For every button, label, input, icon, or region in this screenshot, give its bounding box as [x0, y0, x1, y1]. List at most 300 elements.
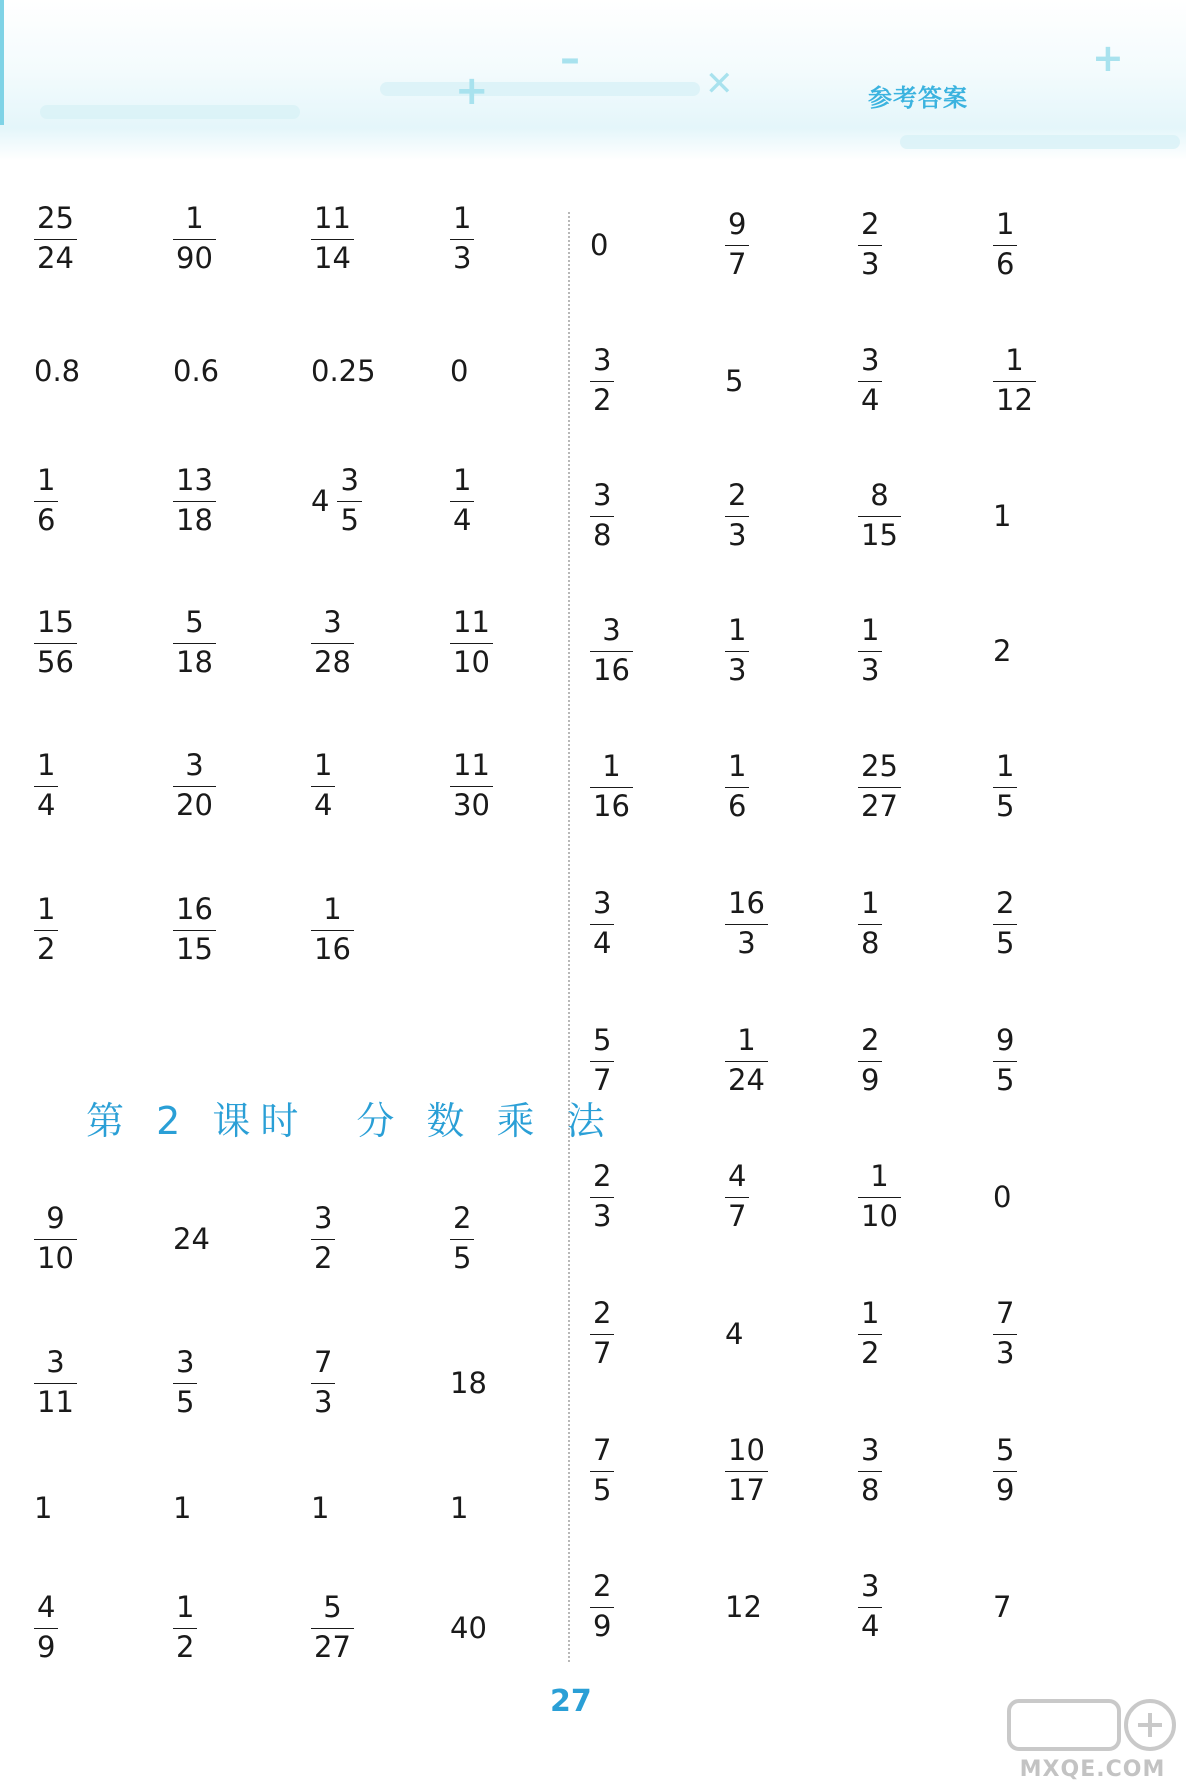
answer-fraction — [311, 451, 431, 551]
section-title: 第 2 课时 分 数 乘 法 — [86, 1099, 615, 1143]
fraction-bar — [858, 787, 901, 788]
fraction — [858, 1435, 882, 1507]
answer-value — [34, 1458, 154, 1558]
answer-value — [993, 601, 1113, 701]
fraction — [725, 209, 749, 281]
fraction — [858, 1025, 882, 1097]
denominator: 28 — [314, 645, 351, 679]
answer-text: 4 — [725, 1316, 744, 1351]
denominator: 16 — [314, 932, 351, 966]
fraction-bar — [858, 516, 901, 517]
denominator: 14 — [314, 241, 351, 275]
numerator: 5 — [996, 1433, 1015, 1468]
numerator: 1 — [728, 749, 747, 784]
numerator: 4 — [37, 1590, 56, 1625]
header-title: 参考答案 — [868, 84, 968, 112]
fraction-bar — [173, 501, 216, 502]
answer-value — [311, 1458, 431, 1558]
denominator: 24 — [37, 241, 74, 275]
fraction — [590, 1435, 614, 1507]
answer-text: 1 — [993, 498, 1012, 533]
answer-text: 7 — [993, 1589, 1012, 1624]
denominator: 2 — [37, 932, 56, 966]
numerator: 2 — [453, 1201, 472, 1236]
answer-text: 2 — [993, 633, 1012, 668]
fraction — [34, 203, 77, 275]
fraction-bar — [725, 924, 768, 925]
fraction-bar — [993, 381, 1036, 382]
answer-text: 0.25 — [311, 353, 376, 388]
answer-fraction — [725, 466, 845, 566]
answer-fraction — [590, 1147, 710, 1247]
fraction-bar — [993, 787, 1017, 788]
fraction-bar — [450, 786, 493, 787]
fraction-bar — [34, 930, 58, 931]
watermark-logo-icon — [1005, 1695, 1180, 1755]
answer-fraction — [34, 1578, 154, 1678]
answer-value — [450, 321, 570, 421]
answer-fraction — [993, 331, 1113, 431]
denominator: 5 — [176, 1385, 195, 1419]
fraction-bar — [34, 1239, 77, 1240]
fraction — [993, 1435, 1017, 1507]
denominator: 24 — [728, 1063, 765, 1097]
denominator: 4 — [453, 503, 472, 537]
denominator: 4 — [37, 788, 56, 822]
fraction — [173, 750, 216, 822]
answer-fraction — [590, 737, 710, 837]
fraction — [993, 1298, 1017, 1370]
fraction-bar — [590, 1334, 614, 1335]
numerator: 1 — [728, 613, 747, 648]
numerator: 1 — [185, 201, 204, 236]
denominator: 4 — [861, 383, 880, 417]
answer-fraction — [725, 1011, 845, 1111]
numerator: 3 — [861, 343, 880, 378]
numerator: 11 — [453, 605, 490, 640]
answer-fraction — [725, 195, 845, 295]
fraction — [590, 1161, 614, 1233]
answer-fraction — [450, 736, 570, 836]
header-streak — [380, 82, 700, 96]
numerator: 1 — [37, 892, 56, 927]
fraction — [858, 345, 882, 417]
answer-fraction — [993, 1284, 1113, 1384]
answer-value — [173, 321, 293, 421]
answer-value — [450, 1333, 570, 1433]
fraction — [590, 1025, 614, 1097]
denominator: 17 — [728, 1473, 765, 1507]
fraction-bar — [725, 651, 749, 652]
numerator: 16 — [176, 892, 213, 927]
fraction-bar — [450, 1239, 474, 1240]
fraction — [173, 1347, 197, 1419]
fraction — [450, 203, 474, 275]
fraction — [725, 480, 749, 552]
answer-text: 40 — [450, 1610, 487, 1645]
fraction — [173, 607, 216, 679]
answer-fraction — [858, 1421, 978, 1521]
denominator: 5 — [340, 503, 359, 537]
numerator: 2 — [861, 1023, 880, 1058]
numerator: 1 — [996, 749, 1015, 784]
numerator: 3 — [861, 1569, 880, 1604]
numerator: 2 — [996, 886, 1015, 921]
answer-text: 1 — [311, 1490, 330, 1525]
numerator: 1 — [37, 748, 56, 783]
numerator: 9 — [46, 1201, 65, 1236]
numerator: 1 — [314, 748, 333, 783]
answer-value — [34, 321, 154, 421]
answer-fraction — [173, 1333, 293, 1433]
header-streak — [900, 135, 1180, 149]
fraction-bar — [34, 239, 77, 240]
fraction — [590, 615, 633, 687]
denominator: 4 — [593, 926, 612, 960]
denominator: 18 — [176, 645, 213, 679]
denominator: 3 — [728, 653, 747, 687]
numerator: 9 — [728, 207, 747, 242]
denominator: 30 — [453, 788, 490, 822]
denominator: 3 — [728, 518, 747, 552]
numerator: 2 — [593, 1296, 612, 1331]
numerator: 1 — [602, 749, 621, 784]
fraction — [725, 888, 768, 960]
answer-fraction — [173, 593, 293, 693]
fraction — [311, 1203, 335, 1275]
answer-fraction — [725, 601, 845, 701]
fraction — [590, 480, 614, 552]
fraction — [34, 1592, 58, 1664]
answer-fraction — [34, 189, 154, 289]
fraction — [311, 1592, 354, 1664]
fraction-bar — [590, 1471, 614, 1472]
page-number: 27 — [550, 1684, 592, 1719]
numerator: 5 — [593, 1023, 612, 1058]
fraction — [725, 1435, 768, 1507]
denominator: 10 — [861, 1199, 898, 1233]
answer-text: 0.8 — [34, 353, 81, 388]
numerator: 10 — [728, 1433, 765, 1468]
denominator: 16 — [593, 789, 630, 823]
answer-fraction — [993, 1011, 1113, 1111]
fraction — [725, 1161, 749, 1233]
answer-fraction — [725, 1147, 845, 1247]
denominator: 9 — [996, 1473, 1015, 1507]
fraction-bar — [858, 1061, 882, 1062]
denominator: 16 — [593, 653, 630, 687]
fraction-bar — [590, 1197, 614, 1198]
numerator: 1 — [453, 201, 472, 236]
numerator: 3 — [46, 1345, 65, 1380]
fraction — [34, 607, 77, 679]
answer-value — [993, 1557, 1113, 1657]
answer-value — [450, 1458, 570, 1558]
denominator: 3 — [314, 1385, 333, 1419]
denominator: 15 — [861, 518, 898, 552]
answer-fraction — [590, 1557, 710, 1657]
answer-fraction — [590, 1284, 710, 1384]
denominator: 9 — [37, 1630, 56, 1664]
watermark-logo — [1005, 1695, 1180, 1785]
fraction-bar — [725, 1061, 768, 1062]
denominator: 8 — [861, 926, 880, 960]
denominator: 7 — [593, 1063, 612, 1097]
answer-fraction — [993, 874, 1113, 974]
answer-fraction — [311, 880, 431, 980]
answer-value — [725, 1557, 845, 1657]
numerator: 1 — [861, 886, 880, 921]
denominator: 2 — [861, 1336, 880, 1370]
fraction-bar — [725, 1197, 749, 1198]
denominator: 5 — [996, 789, 1015, 823]
answer-text: 12 — [725, 1589, 762, 1624]
watermark-url: MXQE.COM — [1019, 1757, 1166, 1782]
fraction — [590, 888, 614, 960]
answer-fraction — [450, 189, 570, 289]
denominator: 5 — [996, 926, 1015, 960]
denominator: 7 — [728, 247, 747, 281]
numerator: 3 — [314, 1201, 333, 1236]
answer-fraction — [450, 593, 570, 693]
fraction — [725, 1025, 768, 1097]
denominator: 3 — [861, 653, 880, 687]
answer-fraction — [311, 1578, 431, 1678]
fraction — [725, 615, 749, 687]
numerator: 13 — [176, 463, 213, 498]
fraction — [450, 1203, 474, 1275]
answer-fraction — [858, 1011, 978, 1111]
answer-value — [173, 1189, 293, 1289]
fraction — [311, 750, 335, 822]
denominator: 6 — [37, 503, 56, 537]
answer-text: 1 — [173, 1490, 192, 1525]
fraction-bar — [590, 787, 633, 788]
fraction-bar — [311, 643, 354, 644]
answer-fraction — [311, 736, 431, 836]
answer-fraction — [858, 1557, 978, 1657]
denominator: 5 — [593, 1473, 612, 1507]
fraction — [993, 345, 1036, 417]
fraction — [590, 345, 614, 417]
fraction — [311, 607, 354, 679]
denominator: 3 — [737, 926, 756, 960]
fraction — [858, 1571, 882, 1643]
numerator: 1 — [861, 1296, 880, 1331]
fraction-bar — [450, 501, 474, 502]
answer-text: 1 — [450, 1490, 469, 1525]
fraction-bar — [590, 1607, 614, 1608]
answer-fraction — [725, 737, 845, 837]
fraction-bar — [858, 1197, 901, 1198]
denominator: 6 — [728, 789, 747, 823]
answer-value — [993, 1147, 1113, 1247]
answer-text: 18 — [450, 1365, 487, 1400]
numerator: 8 — [870, 478, 889, 513]
fraction-bar — [858, 924, 882, 925]
denominator: 3 — [861, 247, 880, 281]
fraction — [34, 1347, 77, 1419]
denominator: 2 — [176, 1630, 195, 1664]
answer-fraction — [993, 737, 1113, 837]
numerator: 3 — [593, 886, 612, 921]
answer-text: 0.6 — [173, 353, 220, 388]
fraction-bar — [311, 930, 354, 931]
numerator: 3 — [593, 478, 612, 513]
fraction-bar — [725, 787, 749, 788]
fraction — [311, 894, 354, 966]
numerator: 3 — [593, 343, 612, 378]
fraction — [590, 1298, 614, 1370]
answer-fraction — [858, 1147, 978, 1247]
fraction-bar — [858, 651, 882, 652]
fraction-bar — [858, 381, 882, 382]
numerator: 15 — [37, 605, 74, 640]
numerator: 2 — [861, 207, 880, 242]
fraction — [993, 751, 1017, 823]
cross-decoration-icon: ✕ — [705, 64, 734, 104]
fraction-bar — [173, 786, 216, 787]
answer-fraction — [173, 880, 293, 980]
dash-decoration-icon: – — [560, 36, 580, 82]
fraction-bar — [993, 1334, 1017, 1335]
numerator: 1 — [323, 892, 342, 927]
plus-decoration-icon: + — [1092, 36, 1124, 80]
denominator: 20 — [176, 788, 213, 822]
answer-fraction — [858, 874, 978, 974]
answer-fraction — [590, 601, 710, 701]
denominator: 56 — [37, 645, 74, 679]
fraction — [993, 209, 1017, 281]
numerator: 2 — [593, 1569, 612, 1604]
numerator: 1 — [861, 613, 880, 648]
numerator: 3 — [176, 1345, 195, 1380]
answer-fraction — [590, 331, 710, 431]
denominator: 3 — [593, 1199, 612, 1233]
fraction-bar — [173, 643, 216, 644]
fraction-bar — [173, 930, 216, 931]
denominator: 27 — [314, 1630, 351, 1664]
numerator: 1 — [176, 1590, 195, 1625]
fraction-bar — [590, 516, 614, 517]
answer-fraction — [858, 195, 978, 295]
fraction-bar — [590, 651, 633, 652]
answer-value — [450, 1578, 570, 1678]
answer-value — [725, 331, 845, 431]
numerator: 16 — [728, 886, 765, 921]
denominator: 11 — [37, 1385, 74, 1419]
answer-fraction — [173, 451, 293, 551]
answer-text: 24 — [173, 1221, 210, 1256]
answer-value — [993, 466, 1113, 566]
fraction — [858, 1161, 901, 1233]
denominator: 27 — [861, 789, 898, 823]
numerator: 11 — [453, 748, 490, 783]
fraction-bar — [173, 1628, 197, 1629]
answer-fraction — [311, 189, 431, 289]
numerator: 7 — [996, 1296, 1015, 1331]
answer-fraction — [858, 331, 978, 431]
numerator: 3 — [861, 1433, 880, 1468]
numerator: 3 — [185, 748, 204, 783]
numerator: 9 — [996, 1023, 1015, 1058]
fraction-bar — [311, 1383, 335, 1384]
fraction-bar — [34, 1628, 58, 1629]
numerator: 7 — [593, 1433, 612, 1468]
fraction-bar — [725, 245, 749, 246]
denominator: 9 — [593, 1609, 612, 1643]
denominator: 6 — [996, 247, 1015, 281]
denominator: 2 — [593, 383, 612, 417]
answer-fraction — [725, 1421, 845, 1521]
answer-fraction — [590, 466, 710, 566]
fraction — [34, 465, 58, 537]
denominator: 90 — [176, 241, 213, 275]
fraction — [173, 894, 216, 966]
fraction-bar — [173, 239, 216, 240]
numerator: 4 — [728, 1159, 747, 1194]
fraction — [34, 750, 58, 822]
fraction-bar — [993, 1061, 1017, 1062]
answer-fraction — [34, 593, 154, 693]
answer-value — [173, 1458, 293, 1558]
denominator: 7 — [728, 1199, 747, 1233]
denominator: 5 — [453, 1241, 472, 1275]
fraction-bar — [311, 1628, 354, 1629]
fraction-bar — [858, 245, 882, 246]
fraction — [858, 888, 882, 960]
fraction — [173, 203, 216, 275]
numerator: 1 — [870, 1159, 889, 1194]
answer-fraction — [311, 593, 431, 693]
answer-fraction — [858, 601, 978, 701]
answer-text: 1 — [34, 1490, 53, 1525]
fraction-bar — [337, 501, 361, 502]
answer-fraction — [993, 195, 1113, 295]
fraction — [311, 1347, 335, 1419]
answer-fraction — [311, 1333, 431, 1433]
fraction — [450, 465, 474, 537]
answer-text: 0 — [450, 353, 469, 388]
plus-decoration-icon: + — [455, 68, 489, 114]
numerator: 3 — [340, 463, 359, 498]
answer-fraction — [858, 737, 978, 837]
answer-fraction — [450, 451, 570, 551]
answer-text: 0 — [590, 227, 609, 262]
fraction — [450, 607, 493, 679]
fraction-bar — [725, 516, 749, 517]
answer-fraction — [590, 1421, 710, 1521]
numerator: 1 — [1005, 343, 1024, 378]
answer-fraction — [34, 1333, 154, 1433]
fraction-bar — [590, 924, 614, 925]
numerator: 25 — [861, 749, 898, 784]
fraction — [858, 751, 901, 823]
answer-fraction — [34, 1189, 154, 1289]
fraction — [450, 750, 493, 822]
denominator: 8 — [593, 518, 612, 552]
fraction — [173, 1592, 197, 1664]
fraction — [725, 751, 749, 823]
denominator: 8 — [861, 1473, 880, 1507]
answer-fraction — [450, 1189, 570, 1289]
numerator: 3 — [323, 605, 342, 640]
fraction — [173, 465, 216, 537]
mixed-whole: 4 — [311, 483, 330, 518]
fraction-bar — [993, 924, 1017, 925]
denominator: 4 — [861, 1609, 880, 1643]
denominator: 5 — [996, 1063, 1015, 1097]
